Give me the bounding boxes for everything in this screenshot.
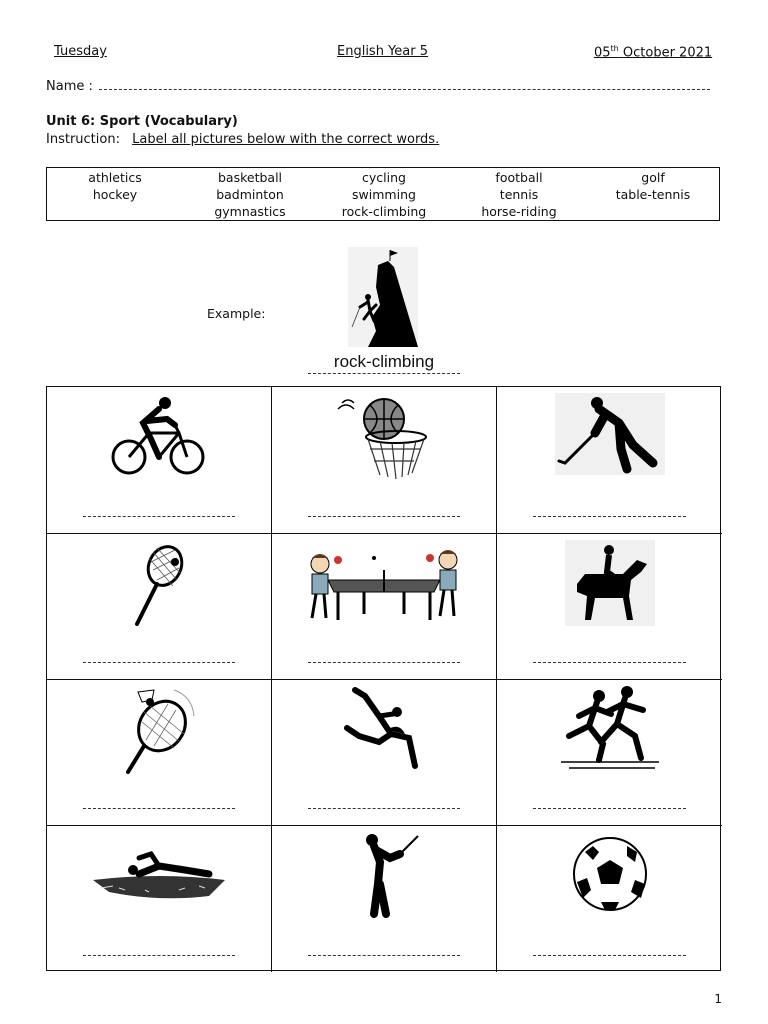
date-suffix: th bbox=[610, 44, 619, 53]
football-icon bbox=[565, 832, 655, 922]
horse-rider-icon bbox=[565, 540, 655, 630]
swimmer-icon bbox=[89, 832, 229, 922]
picture-cell bbox=[497, 387, 722, 534]
answer-line[interactable] bbox=[308, 808, 460, 809]
picture-cell bbox=[272, 826, 497, 972]
name-label: Name : bbox=[46, 79, 93, 94]
word-bank-item: badminton bbox=[216, 187, 284, 202]
instruction bbox=[46, 132, 439, 147]
basketball-hoop-icon bbox=[334, 393, 434, 483]
date-rest: October 2021 bbox=[618, 45, 713, 61]
answer-line[interactable] bbox=[308, 955, 460, 956]
example-answer-line bbox=[308, 373, 460, 374]
picture-cell bbox=[272, 680, 497, 826]
word-bank-item: table-tennis bbox=[615, 187, 691, 202]
word-bank-item: football bbox=[495, 170, 543, 185]
picture-cell bbox=[497, 680, 722, 826]
badminton-icon bbox=[114, 686, 204, 776]
unit-title: Unit 6: Sport (Vocabulary) bbox=[46, 114, 238, 129]
word-bank-item: gymnastics bbox=[214, 204, 286, 219]
answer-line[interactable] bbox=[533, 516, 686, 517]
word-bank-item: tennis bbox=[499, 187, 539, 202]
word-bank-item: horse-riding bbox=[481, 204, 557, 219]
picture-cell bbox=[272, 534, 497, 680]
word-bank-item: swimming bbox=[352, 187, 416, 202]
subject-label: English Year 5 bbox=[337, 44, 428, 59]
instruction-text: Label all pictures below with the correct words. bbox=[132, 132, 440, 147]
answer-line[interactable] bbox=[83, 955, 235, 956]
picture-cell bbox=[497, 826, 722, 972]
page-number: 1 bbox=[714, 992, 722, 1006]
picture-cell bbox=[47, 680, 272, 826]
instruction-label: Instruction: bbox=[46, 132, 120, 147]
table-tennis-icon bbox=[294, 540, 474, 630]
picture-cell bbox=[47, 826, 272, 972]
gymnast-icon bbox=[339, 686, 429, 776]
answer-line[interactable] bbox=[83, 662, 235, 663]
hockey-player-icon bbox=[555, 393, 665, 483]
example-answer: rock-climbing bbox=[333, 352, 435, 371]
cyclist-icon bbox=[109, 393, 209, 483]
tennis-racket-icon bbox=[119, 540, 199, 630]
word-bank-item: athletics bbox=[88, 170, 142, 185]
word-bank-item: rock-climbing bbox=[341, 204, 427, 219]
example-label: Example: bbox=[207, 306, 266, 321]
golfer-icon bbox=[344, 832, 424, 922]
name-answer-line[interactable] bbox=[99, 79, 710, 90]
answer-line[interactable] bbox=[308, 662, 460, 663]
word-bank bbox=[46, 167, 720, 221]
rock-climbing-icon bbox=[348, 247, 418, 347]
answer-line[interactable] bbox=[83, 516, 235, 517]
answer-line[interactable] bbox=[83, 808, 235, 809]
day-label: Tuesday bbox=[54, 44, 107, 59]
picture-cell bbox=[47, 387, 272, 534]
runners-icon bbox=[555, 686, 665, 776]
word-bank-item: cycling bbox=[362, 170, 406, 185]
date-label bbox=[594, 44, 712, 60]
picture-cell bbox=[272, 387, 497, 534]
date-day: 05 bbox=[594, 45, 611, 61]
picture-grid bbox=[46, 386, 721, 971]
answer-line[interactable] bbox=[308, 516, 460, 517]
picture-cell bbox=[47, 534, 272, 680]
word-bank-item: hockey bbox=[92, 187, 138, 202]
picture-cell bbox=[497, 534, 722, 680]
answer-line[interactable] bbox=[533, 808, 686, 809]
answer-line[interactable] bbox=[533, 662, 686, 663]
answer-line[interactable] bbox=[533, 955, 686, 956]
word-bank-item: golf bbox=[641, 170, 665, 185]
word-bank-item: basketball bbox=[217, 170, 283, 185]
name-row bbox=[46, 79, 710, 94]
